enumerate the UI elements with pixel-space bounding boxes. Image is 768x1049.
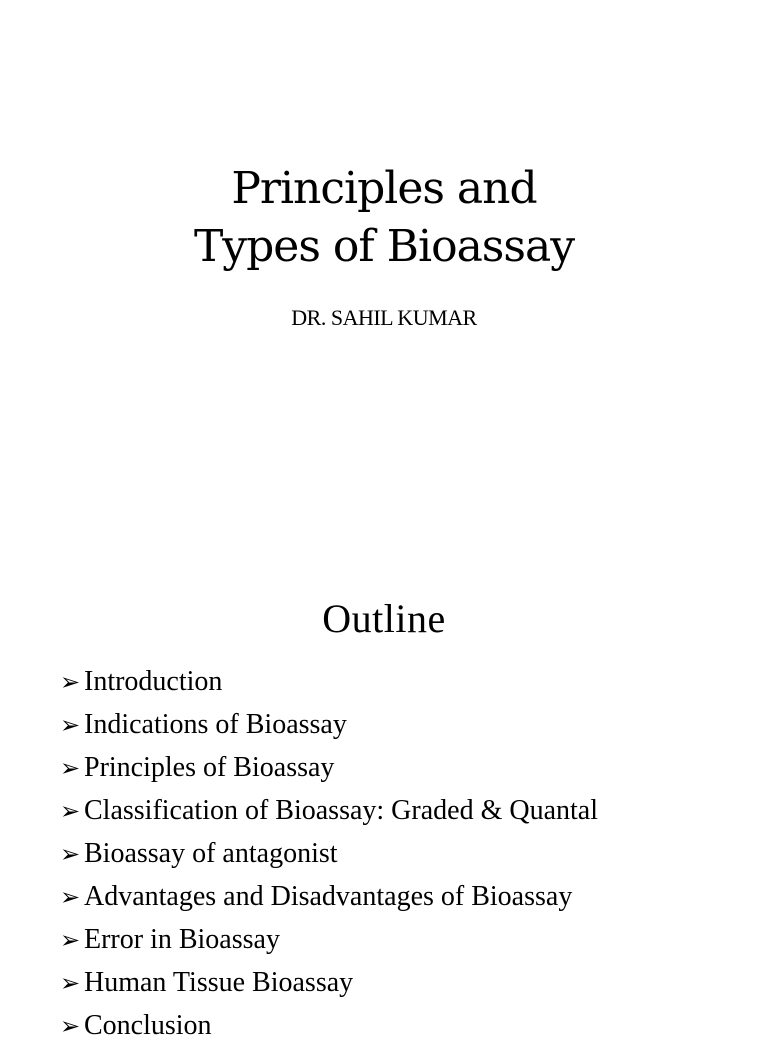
list-item [60, 660, 598, 703]
list-item-text: Bioassay of antagonist [84, 838, 338, 869]
list-item-text: Principles of Bioassay [84, 752, 335, 783]
list-item [60, 961, 598, 1004]
list-item [60, 746, 598, 789]
arrow-bullet-icon: ➢ [60, 670, 81, 696]
arrow-bullet-icon: ➢ [60, 928, 81, 954]
arrow-bullet-icon: ➢ [60, 1014, 81, 1040]
arrow-bullet-icon: ➢ [60, 971, 81, 997]
list-item-text: Advantages and Disadvantages of Bioassay [84, 881, 573, 912]
list-item [60, 1004, 598, 1047]
outline-heading: Outline [322, 596, 446, 641]
arrow-bullet-icon: ➢ [60, 756, 81, 782]
list-item-text: Classification of Bioassay: Graded & Quantal [84, 795, 598, 826]
outline-list [60, 660, 598, 1047]
list-item-text: Conclusion [84, 1010, 212, 1041]
list-item-text: Error in Bioassay [84, 924, 280, 955]
list-item-text: Human Tissue Bioassay [84, 967, 354, 998]
arrow-bullet-icon: ➢ [60, 713, 81, 739]
arrow-bullet-icon: ➢ [60, 799, 81, 825]
list-item [60, 832, 598, 875]
outline-slide [0, 560, 768, 1041]
list-item [60, 918, 598, 961]
author-name: DR. SAHIL KUMAR [291, 305, 477, 330]
list-item [60, 789, 598, 832]
list-item [60, 875, 598, 918]
list-item-text: Indications of Bioassay [84, 709, 347, 740]
title-line-1: Principles and [231, 163, 537, 214]
list-item-text: Introduction [84, 666, 223, 697]
title-line-2: Types of Bioassay [193, 221, 575, 272]
arrow-bullet-icon: ➢ [60, 885, 81, 911]
presentation-title [0, 160, 768, 276]
list-item [60, 703, 598, 746]
arrow-bullet-icon: ➢ [60, 842, 81, 868]
